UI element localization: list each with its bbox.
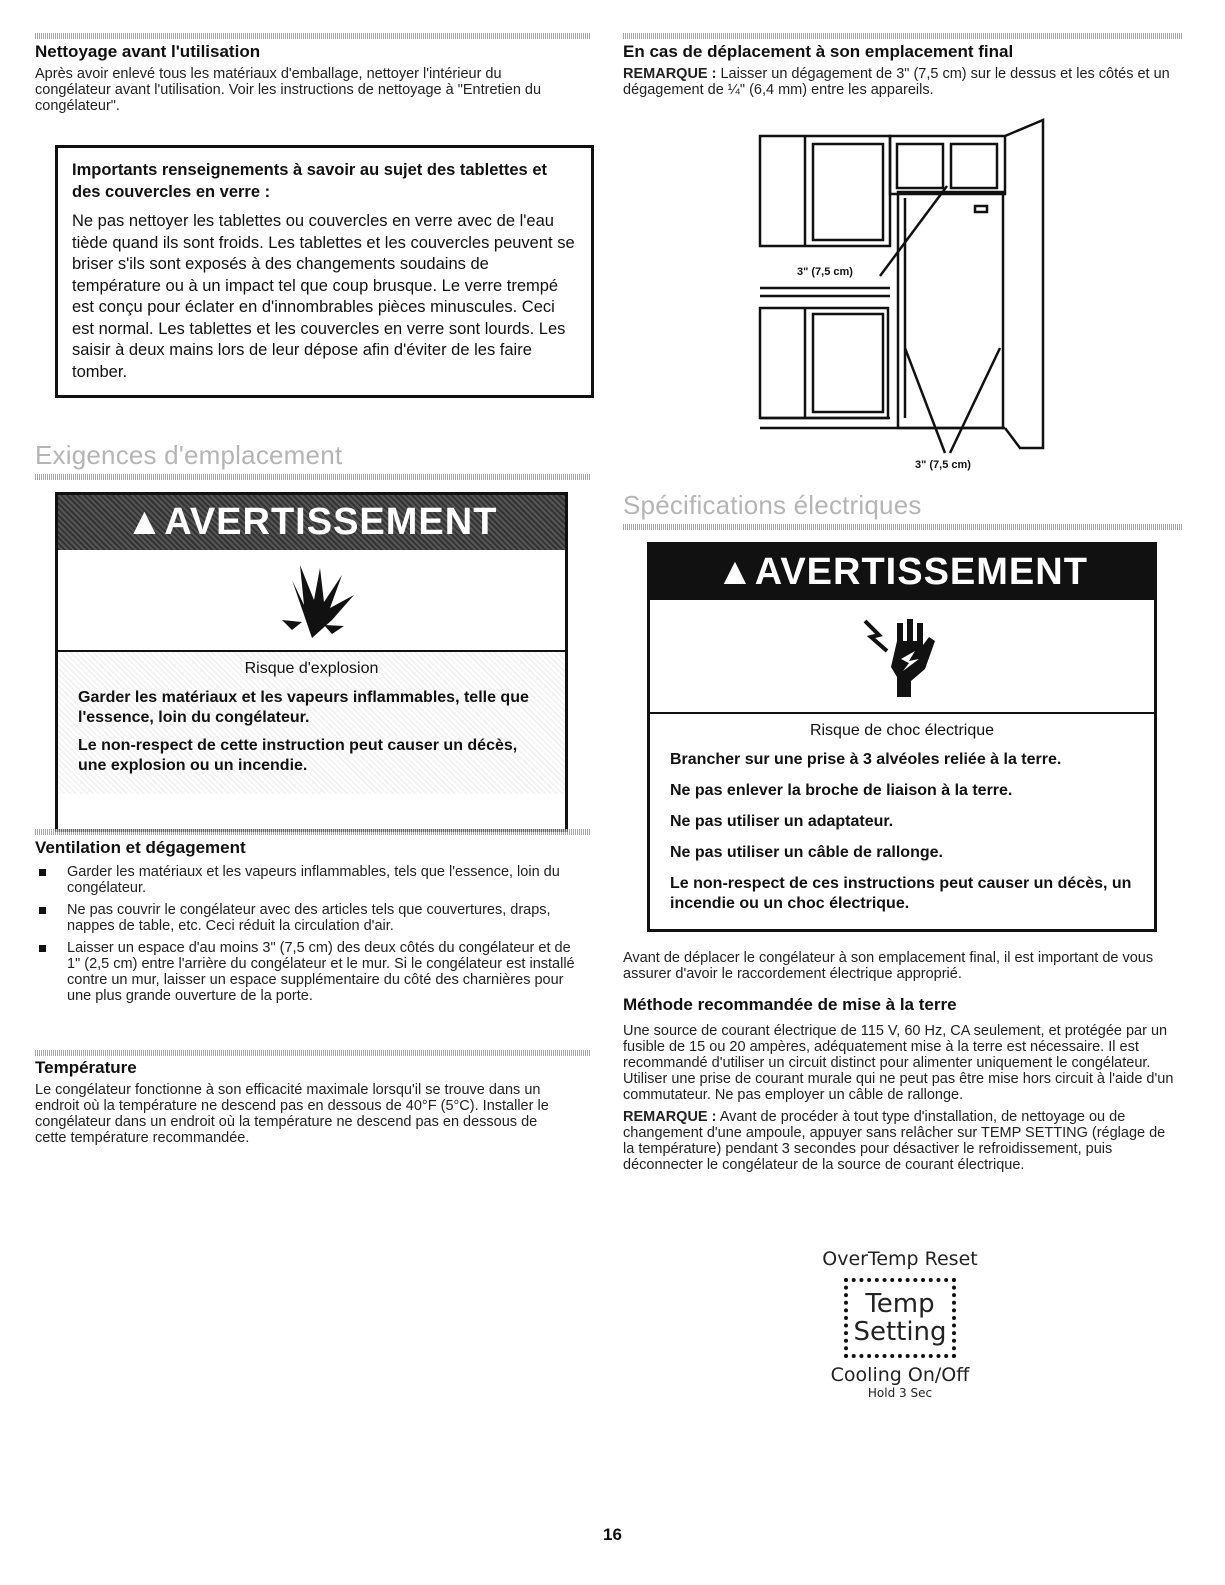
location-heading: Exigences d'emplacement: [35, 440, 343, 470]
warning-header-text: AVERTISSEMENT: [164, 501, 498, 543]
warning-triangle-icon: ▲: [125, 501, 165, 543]
top-rule-right: [623, 33, 1183, 39]
shock-icon-row: [650, 600, 1154, 714]
grounding-note: [623, 1109, 1178, 1173]
warning-line: Le non-respect de ces instructions peut causer un décès, un incendie ou un choc électrique.: [670, 875, 1132, 912]
note-label: REMARQUE :: [623, 66, 717, 82]
clearance-label-top: 3" (7,5 cm): [797, 266, 853, 278]
warning-header-text: AVERTISSEMENT: [754, 551, 1088, 593]
warning-body: [650, 714, 1154, 932]
ventilation-title: Ventilation et dégagement: [35, 838, 246, 857]
temperature-section: [35, 1058, 565, 1146]
glass-info-title: Importants renseignements à savoir au sujet des tablettes et des couvercles en verre :: [72, 161, 547, 201]
temp-setting-line: Temp: [865, 1289, 935, 1319]
list-item: Garder les matériaux et les vapeurs inflammables, tels que l'essence, loin du congélateur.: [35, 864, 585, 896]
note-text: Avant de procéder à tout type d'installation, de nettoyage ou de changement d'une ampoule, appuyer sans relâcher sur TEMP SETTING (réglage de la température) pendant 3 secondes pour désactiver le refroidissement, puis déconnecter le congélateur de la source de courant électrique.: [623, 1109, 1166, 1173]
explosion-icon-row: [58, 550, 565, 652]
warning-line: Le non-respect de cette instruction peut causer un décès, une explosion ou un incendie.: [78, 737, 518, 774]
note-label: REMARQUE :: [623, 1109, 717, 1125]
clearance-label-bottom: 3" (7,5 cm): [915, 459, 971, 471]
glass-info-box: [55, 145, 594, 398]
page-number: 16: [603, 1525, 622, 1544]
temperature-title: Température: [35, 1058, 137, 1077]
grounding-body: Une source de courant électrique de 115 V, 60 Hz, CA seulement, et protégée par un fusible de 15 ou 20 ampères, adéquatement mise à la terre est nécessaire. Il est recommandé d'utiliser un circuit distinct pour alimenter uniquement le congélateur. Utiliser une prise de courant murale qui ne peut pas être mise hors circuit à l'aide d'un commutateur. Ne pas employer un câble de rallonge.: [623, 1023, 1174, 1103]
electrical-rule: [623, 524, 1183, 530]
glass-info-body: Ne pas nettoyer les tablettes ou couvercles en verre avec de l'eau tiède quand ils sont froids. Les tablettes et les couvercles peuvent se briser s'ils sont exposés à des changements soudains de température ou à un impact tel que coup brusque. Le verre trempé est conçu pour éclater en d'innombrables pièces minuscules. Ceci est normal. Les tablettes et les couvercles en verre sont lourds. Les saisir à deux mains lors de leur dépose afin d'éviter de les faire tomber.: [72, 212, 575, 381]
list-item: Ne pas couvrir le congélateur avec des articles tels que couvertures, draps, nappes de table, etc. Ceci réduit la circulation d'air.: [35, 902, 585, 934]
warning-line: Ne pas enlever la broche de liaison à la terre.: [670, 782, 1013, 799]
electrical-heading: Spécifications électriques: [623, 490, 922, 520]
grounding-title: Méthode recommandée de mise à la terre: [623, 995, 957, 1014]
temperature-rule: [35, 1050, 590, 1056]
explosion-icon: [262, 560, 362, 640]
temp-setting-line: Setting: [853, 1317, 947, 1347]
electric-shock-icon: [857, 611, 947, 701]
top-rule-left: [35, 33, 590, 39]
overtemp-reset-label: OverTemp Reset: [822, 1248, 978, 1270]
grounding-section: [623, 995, 1178, 1173]
ventilation-rule: [35, 829, 590, 835]
ventilation-section: [35, 838, 585, 1010]
clearance-diagram: [755, 118, 1050, 483]
cooling-onoff-label: Cooling On/Off: [830, 1364, 970, 1386]
moving-note: [623, 66, 1178, 98]
warning-triangle-icon: ▲: [716, 551, 755, 593]
hold-label: Hold 3 Sec: [867, 1386, 933, 1400]
cleaning-section: [35, 42, 580, 114]
moving-section: [623, 42, 1178, 98]
moving-title: En cas de déplacement à son emplacement final: [623, 42, 1014, 61]
warning-hazard: Risque de choc électrique: [809, 722, 995, 739]
cleaning-body: Après avoir enlevé tous les matériaux d'emballage, nettoyer l'intérieur du congélateur avant l'utilisation. Voir les instructions de nettoyage à "Entretien du congélateur".: [35, 66, 542, 114]
list-item: Laisser un espace d'au moins 3" (7,5 cm) des deux côtés du congélateur et de 1" (2,5 cm) entre l'arrière du congélateur et le mur. Si le congélateur est installé contre un mur, laisser un espace supplémentaire du côté des charnières pour une plus grande ouverture de la porte.: [35, 940, 585, 1004]
warning-header: [650, 545, 1154, 600]
electric-warning-box: [647, 542, 1157, 932]
warning-body: [58, 652, 565, 794]
temp-setting-button[interactable]: [844, 1278, 956, 1358]
temp-control-panel: [800, 1248, 1000, 1400]
explosion-warning-box: [55, 492, 568, 832]
cleaning-title: Nettoyage avant l'utilisation: [35, 42, 261, 61]
ventilation-list: [35, 864, 585, 1004]
location-rule: [35, 474, 590, 480]
warning-line: Brancher sur une prise à 3 alvéoles reliée à la terre.: [670, 751, 1062, 768]
warning-line: Ne pas utiliser un câble de rallonge.: [670, 844, 943, 861]
before-move-text: Avant de déplacer le congélateur à son emplacement final, il est important de vous assurer d'avoir le raccordement électrique approprié.: [623, 950, 1154, 982]
warning-line: Ne pas utiliser un adaptateur.: [670, 813, 894, 830]
note-text: Laisser un dégagement de 3" (7,5 cm) sur le dessus et les côtés et un dégagement de ¼" (6,4 mm) entre les appareils.: [623, 66, 1170, 98]
warning-hazard: Risque d'explosion: [244, 660, 379, 677]
temperature-body: Le congélateur fonctionne à son efficacité maximale lorsqu'il se trouve dans un endroit où la température ne descend pas en dessous de 40°F (5°C). Installer le congélateur dans un endroit où la température ne descend pas en dessous de cette température recommandée.: [35, 1082, 549, 1146]
warning-line: Garder les matériaux et les vapeurs inflammables, telle que l'essence, loin du congélateur.: [78, 689, 529, 726]
warning-header: [58, 495, 565, 550]
